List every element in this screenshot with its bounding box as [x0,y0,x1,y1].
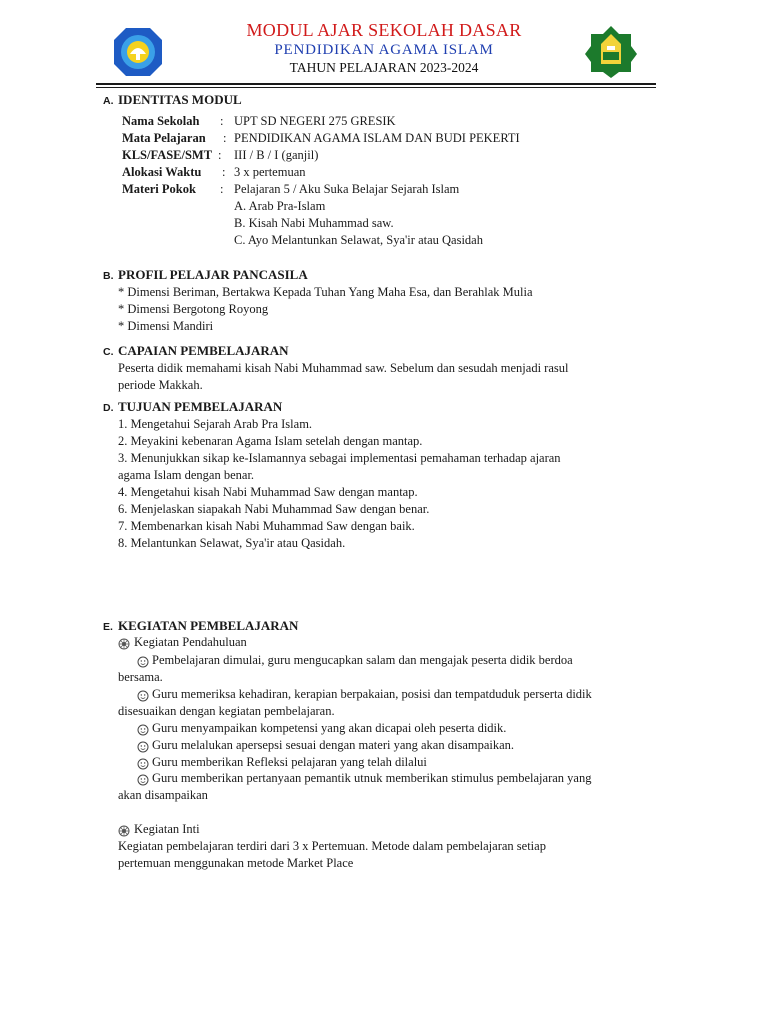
inti-text: pertemuan menggunakan metode Market Place [118,856,354,870]
section-c-letter: C. [103,346,114,358]
kegiatan-pendahuluan-title: Kegiatan Pendahuluan [134,635,247,649]
section-d-letter: D. [103,402,114,414]
tujuan-item: 8. Melantunkan Selawat, Sya'ir atau Qasidah. [118,536,346,550]
row-label-kls-fase-smt: KLS/FASE/SMT [122,148,213,162]
profil-item: * Dimensi Mandiri [118,319,214,333]
row-value-alokasi-waktu: 3 x pertemuan [234,165,306,179]
kegiatan-inti-title: Kegiatan Inti [134,822,200,836]
section-e-title: KEGIATAN PEMBELAJARAN [118,618,299,633]
row-label-mata-pelajaran: Mata Pelajaran [122,131,206,145]
profil-item: * Dimensi Bergotong Royong [118,302,269,316]
row-colon: : [220,114,224,128]
flower-bullet-icon [118,637,130,655]
capaian-text: periode Makkah. [118,378,203,392]
tujuan-item: agama Islam dengan benar. [118,468,255,482]
section-d-title: TUJUAN PEMBELAJARAN [118,399,283,414]
tujuan-item: 7. Membenarkan kisah Nabi Muhammad Saw dengan baik. [118,519,415,533]
row-label-nama-sekolah: Nama Sekolah [122,114,200,128]
academic-year: TAHUN PELAJARAN 2023-2024 [289,60,479,75]
materi-sub-item: A. Arab Pra-Islam [234,199,326,213]
document-title: MODUL AJAR SEKOLAH DASAR [246,20,522,40]
section-a-title: IDENTITAS MODUL [118,92,242,107]
pendahuluan-item: Guru memeriksa kehadiran, kerapian berpakaian, posisi dan tempatduduk perserta didik [152,687,592,701]
section-e-letter: E. [103,621,113,633]
tujuan-item: 2. Meyakini kebenaran Agama Islam setelah dengan mantap. [118,434,423,448]
pendahuluan-item: Guru memberikan Refleksi pelajaran yang telah dilalui [152,755,427,769]
tujuan-item: 3. Menunjukkan sikap ke-Islamannya sebagai implementasi pemahaman terhadap ajaran [118,451,561,465]
pendahuluan-item: akan disampaikan [118,788,208,802]
smiley-bullet-icon [137,723,149,741]
header-divider-thin [96,87,656,88]
tujuan-item: 1. Mengetahui Sejarah Arab Pra Islam. [118,417,313,431]
section-b-letter: B. [103,270,114,282]
row-value-nama-sekolah: UPT SD NEGERI 275 GRESIK [234,114,396,128]
pendahuluan-item: bersama. [118,670,163,684]
row-colon: : [223,131,227,145]
pendahuluan-item: Pembelajaran dimulai, guru mengucapkan salam dan mengajak peserta didik berdoa [152,653,573,667]
tujuan-item: 4. Mengetahui kisah Nabi Muhammad Saw dengan mantap. [118,485,418,499]
capaian-text: Peserta didik memahami kisah Nabi Muhammad saw. Sebelum dan sesudah menjadi rasul [118,361,569,375]
profil-item: * Dimensi Beriman, Bertakwa Kepada Tuhan Yang Maha Esa, dan Berahlak Mulia [118,285,533,299]
row-colon: : [222,165,226,179]
materi-sub-item: B. Kisah Nabi Muhammad saw. [234,216,394,230]
section-c-title: CAPAIAN PEMBELAJARAN [118,343,289,358]
document-subtitle: PENDIDIKAN AGAMA ISLAM [274,42,494,58]
inti-text: Kegiatan pembelajaran terdiri dari 3 x Pertemuan. Metode dalam pembelajaran setiap [118,839,546,853]
row-value-mata-pelajaran: PENDIDIKAN AGAMA ISLAM DAN BUDI PEKERTI [234,131,520,145]
tujuan-item: 6. Menjelaskan siapakah Nabi Muhammad Saw dengan benar. [118,502,430,516]
row-label-alokasi-waktu: Alokasi Waktu [122,165,202,179]
section-a-letter: A. [103,95,114,107]
header-divider [96,83,656,85]
row-value-materi-pokok: Pelajaran 5 / Aku Suka Belajar Sejarah Islam [234,182,460,196]
row-label-materi-pokok: Materi Pokok [122,182,196,196]
row-value-kls-fase-smt: III / B / I (ganjil) [234,148,319,162]
materi-sub-item: C. Ayo Melantunkan Selawat, Sya'ir atau Qasidah [234,233,483,247]
row-colon: : [218,148,222,162]
pendahuluan-item: Guru melalukan apersepsi sesuai dengan materi yang akan disampaikan. [152,738,515,752]
pendahuluan-item: Guru memberikan pertanyaan pemantik utnuk memberikan stimulus pembelajaran yang [152,771,592,785]
smiley-bullet-icon [137,740,149,758]
pendahuluan-item: Guru menyampaikan kompetensi yang akan dicapai oleh peserta didik. [152,721,507,735]
row-colon: : [220,182,224,196]
pendahuluan-item: disesuaikan dengan kegiatan pembelajaran. [118,704,335,718]
section-b-title: PROFIL PELAJAR PANCASILA [118,267,308,282]
